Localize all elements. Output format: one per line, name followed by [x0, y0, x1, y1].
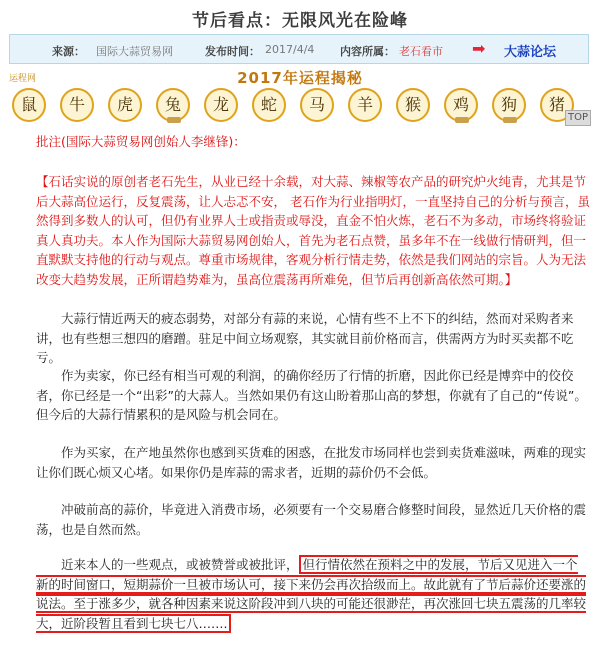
zodiac-horse[interactable]: 马 — [300, 88, 334, 122]
highlighted-passage: 但行情依然在预料之中的发展，节后又见进入一个新的时间窗口，短期蒜价一旦被市场认可，接下来仍会再次拾级而上。故此就有了节后蒜价还要涨的说法。至于涨多少，就各种因素来说这阶段冲到八块的可能还很渺茫，再次涨回七块五震荡的几率较大，近阶段暂且看到七块七八……. — [36, 557, 587, 631]
zodiac-row — [12, 88, 588, 128]
forum-link[interactable]: 大蒜论坛 — [504, 45, 557, 60]
paragraph-3 — [36, 443, 590, 482]
paragraph-5-text-a: 近来本人的一些观点，或被赞誉或被批评， — [61, 557, 299, 572]
zodiac-goat[interactable]: 羊 — [348, 88, 382, 122]
paragraph-4-text: 冲破前高的蒜价，毕竟进入消费市场，必须要有一个交易磨合修整时间段，显然近几天价格的震荡，也是自然而然。 — [36, 502, 587, 537]
zodiac-tiger[interactable]: 虎 — [108, 88, 142, 122]
editor-note: 【石话实说的原创者老石先生，从业已经十余载，对大蒜、辣椒等农产品的研究炉火纯青，尤其是节后大蒜高位运行，反复震荡，让人忐忑不安， 老石作为行业指明灯，一直坚持自己的分析与预言，虽然得到多数人的认可，但仍有业界人士或指责或辱没，直金不怕火炼，老石不为多动，市场终将验证真人真功夫。本人作为国际大蒜贸易网创始人，首先为老石点赞，虽多年不在一线做行情研判，但一直默默支持他的行动与观点。尊重市场规律，客观分析行情走势，依然是我们网站的宗旨。人为无法改变大趋势发展，正所谓趋势难为，虽高位震荡再所难免，但节后再创新高依然可期。】 — [36, 174, 590, 287]
yun-banner-title[interactable]: 2017年运程揭秘 — [237, 69, 363, 87]
category-link[interactable]: 老石看市 — [399, 45, 443, 58]
zodiac-rooster[interactable]: 鸡 — [444, 88, 478, 122]
back-to-top-button[interactable]: TOP — [565, 110, 591, 126]
zodiac-dragon[interactable]: 龙 — [204, 88, 238, 122]
annotation-heading: 批注(国际大蒜贸易网创始人李继锋)： — [36, 134, 246, 149]
article-title: 节后看点：无限风光在险峰 — [192, 11, 408, 31]
arrow-right-icon: ➡ — [472, 39, 486, 58]
yun-logo[interactable]: 运程网 — [9, 74, 37, 84]
paragraph-3-text: 作为买家，在产地虽然你也感到买货难的困惑，在批发市场同样也尝到卖货难滋味，两难的现实让你们既心烦又心堵。如果你仍是库蒜的需求者，近期的蒜价仍不会低。 — [36, 445, 587, 480]
paragraph-4 — [36, 500, 590, 539]
source-label: 来源： — [52, 45, 85, 58]
paragraph-2-text: 作为卖家，你已经有相当可观的利润，的确你经历了行情的折磨，因此你已经是博弈中的佼佼者，你已经是一个“出彩”的大蒜人。当然如果仍有这山盼着那山高的梦想，你就有了自己的“传说”。但今后的大蒜行情累积的是风险与机会同在。 — [36, 368, 587, 422]
zodiac-rat[interactable]: 鼠 — [12, 88, 46, 122]
category-label: 内容所属： — [340, 45, 395, 58]
zodiac-snake[interactable]: 蛇 — [252, 88, 286, 122]
zodiac-monkey[interactable]: 猴 — [396, 88, 430, 122]
publish-date: 2017/4/4 — [265, 43, 315, 56]
paragraph-2 — [36, 366, 590, 425]
date-label: 发布时间： — [205, 45, 260, 58]
zodiac-ox[interactable]: 牛 — [60, 88, 94, 122]
paragraph-1-text: 大蒜行情近两天的疲态弱势，对部分有蒜的来说，心情有些不上不下的纠结，然而对采购者来讲，也有些想三想四的磨蹭。驻足中间立场观察，其实就目前价格而言，供需两方为时买卖都不吃亏。 — [36, 311, 574, 365]
paragraph-1 — [36, 309, 590, 368]
source-link[interactable]: 国际大蒜贸易网 — [96, 45, 173, 58]
zodiac-dog[interactable]: 狗 — [492, 88, 526, 122]
zodiac-pig[interactable]: 猪 — [540, 88, 574, 122]
zodiac-rabbit[interactable]: 兔 — [156, 88, 190, 122]
meta-bar — [9, 34, 589, 64]
paragraph-5 — [36, 555, 590, 633]
